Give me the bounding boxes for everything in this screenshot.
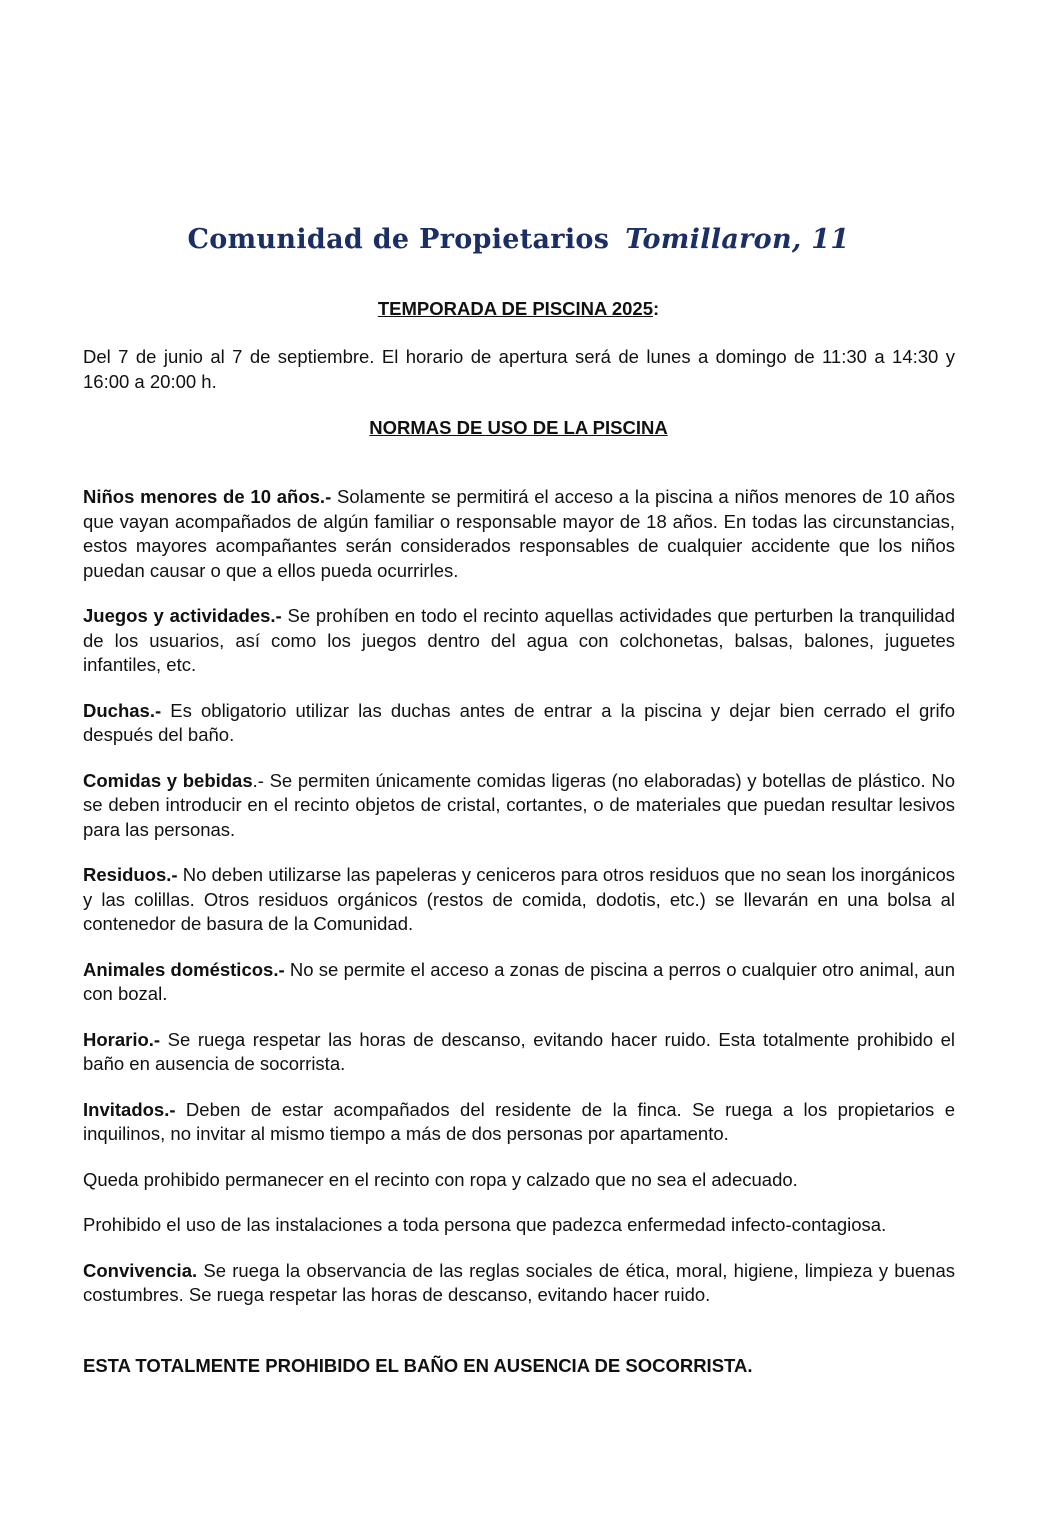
rule-text: Se ruega respetar las horas de descanso, evitando hacer ruido. Esta totalmente prohibido el baño en ausencia de socorrista. [83,1028,955,1074]
rules-list [83,485,955,1308]
rule-text: Es obligatorio utilizar las duchas antes de entrar a la piscina y dejar bien cerrado el grifo después del baño. [83,699,955,745]
rule-text: Se prohíben en todo el recinto aquellas actividades que perturben la tranquilidad de los usuarios, así como los juegos dentro del agua con colchonetas, balsas, balones, juguetes infantiles, etc. [83,605,955,675]
rule-waste [83,863,955,937]
season-heading-suffix: : [653,298,660,319]
season-info [83,345,955,394]
season-text: Del 7 de junio al 7 de septiembre. El horario de apertura será de lunes a domingo de 11:30 a 14:30 y 16:00 a 20:00 h. [83,346,955,392]
rule-showers [83,699,955,748]
rule-text: Queda prohibido permanecer en el recinto con ropa y calzado que no sea el adecuado. [83,1168,798,1190]
rule-coexistence [83,1259,955,1308]
title-address: Tomillaron, 11 [625,224,850,255]
rule-text: No se permite el acceso a zonas de piscina a perros o cualquier otro animal, aun con bozal. [83,958,955,1004]
rule-text: Deben de estar acompañados del residente de la finca. Se ruega a los propietarios e inquilinos, no invitar al mismo tiempo a más de dos personas por apartamento. [83,1098,955,1144]
rule-text: Prohibido el uso de las instalaciones a toda persona que padezca enfermedad infecto-contagiosa. [83,1214,887,1235]
rules-heading [0,417,1037,439]
rule-lead: Convivencia. [83,1259,198,1281]
rule-text: .- Se permiten únicamente comidas ligeras (no elaboradas) y botellas de plástico. No se deben introducir en el recinto objetos de cristal, cortantes, o de materiales que puedan resultar lesivos para las personas. [83,769,955,840]
rule-lead: Invitados.- [83,1098,176,1120]
rule-text: No deben utilizarse las papeleras y ceniceros para otros residuos que no sean los inorgánicos y las colillas. Otros residuos orgánicos (restos de comida, dodotis, etc.) se llevarán en una bolsa al contenedor de basura de la Comunidad. [83,864,955,934]
rule-guests [83,1098,955,1147]
rule-lead: Animales domésticos.- [83,958,285,980]
rule-disease [83,1213,955,1238]
rule-lead: Juegos y actividades.- [83,605,282,626]
rule-lead: Niños menores de 10 años.- [83,486,332,507]
rule-lead: Duchas.- [83,699,162,721]
rule-games [83,604,955,678]
rule-pets [83,958,955,1007]
rule-clothing [83,1168,955,1193]
rule-lead: Horario.- [83,1028,161,1050]
season-heading-text: TEMPORADA DE PISCINA 2025 [377,298,653,319]
final-notice: ESTA TOTALMENTE PROHIBIDO EL BAÑO EN AUSENCIA DE SOCORRISTA. [83,1355,753,1376]
rule-food-drinks [83,769,955,843]
rules-heading-text: NORMAS DE USO DE LA PISCINA [369,417,668,438]
rule-children [83,485,955,583]
rule-lead: Residuos.- [83,864,178,885]
rule-lead: Comidas y bebidas [83,769,253,791]
season-heading [0,298,1037,320]
rule-schedule [83,1028,955,1077]
rule-text: Solamente se permitirá el acceso a la piscina a niños menores de 10 años que vayan acompañados de algún familiar o responsable mayor de 18 años. En todas las circunstancias, estos mayores acompañantes serán considerados responsables de cualquier accidente que los niños puedan causar o que a ellos pueda ocurrirles. [83,486,955,581]
title-main: Comunidad de Propietarios [187,224,610,255]
rule-text: Se ruega la observancia de las reglas sociales de ética, moral, higiene, limpieza y buenas costumbres. Se ruega respetar las horas de descanso, evitando hacer ruido. [83,1259,955,1305]
document-title [0,224,1037,255]
